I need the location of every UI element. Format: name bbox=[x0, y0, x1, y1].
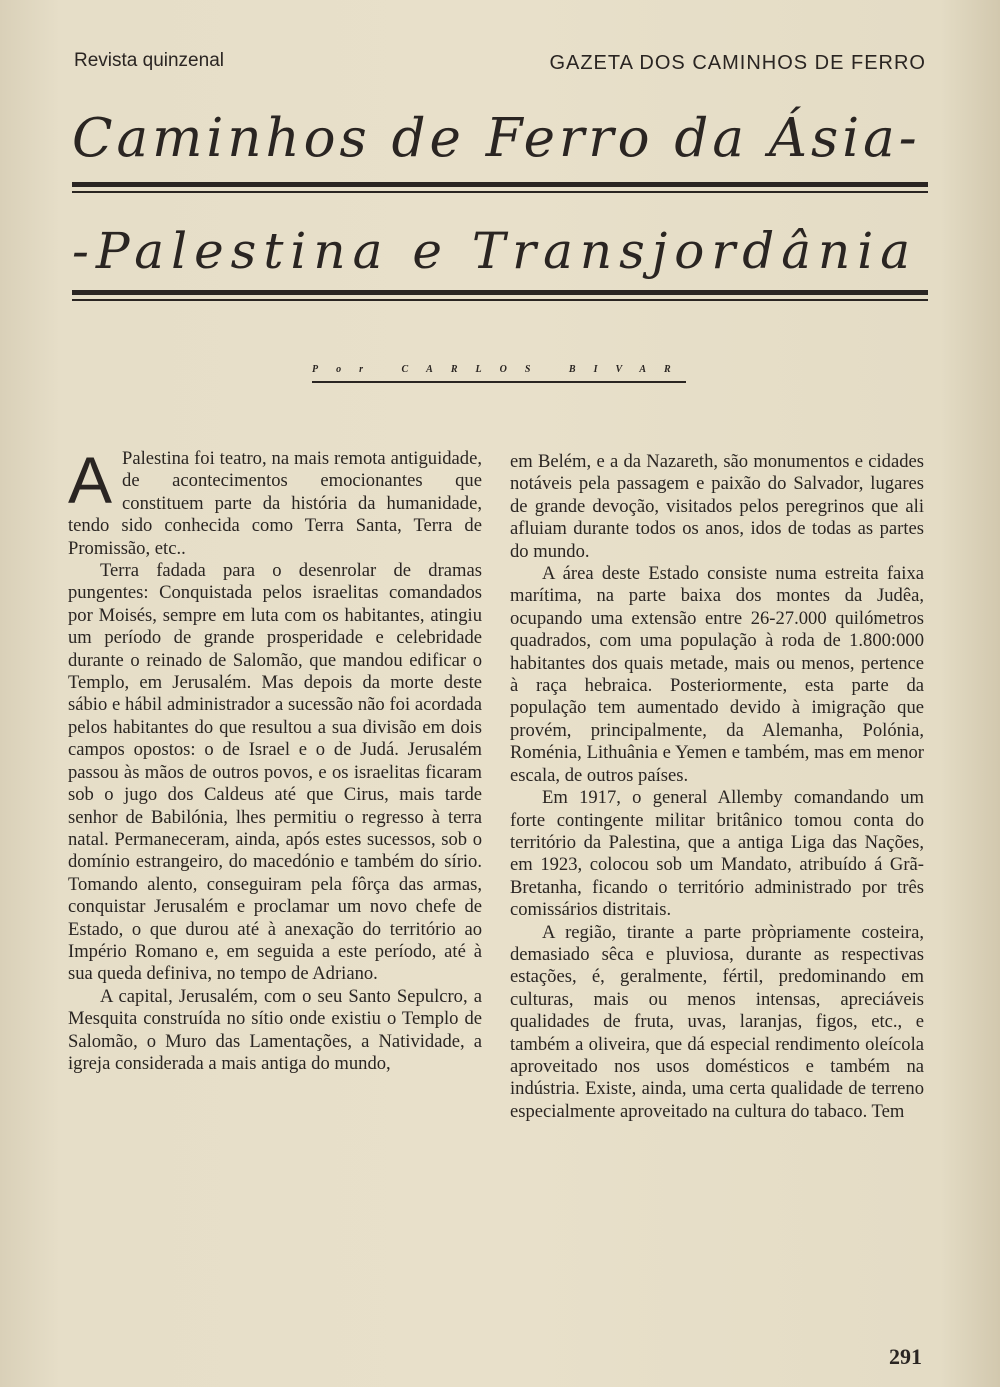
text-column-left bbox=[68, 443, 482, 1075]
paragraph: em Belém, e a da Nazareth, são monumentos e cidades notáveis pela passagem e paixão do Salvador, lugares de grande devoção, visitados pelos peregrinos que ali afluiam durante todos os anos, idos de todas as partes do mundo. bbox=[510, 451, 924, 562]
title-rule-thick bbox=[72, 182, 928, 187]
paragraph: Em 1917, o general Allemby comandando um forte contingente militar britânico tomou conta do território da Palestina, que a antiga Liga das Nações, em 1923, colocou sob um Mandato, atribuído á Grã-Bretanha, ficando o território administrado por três comissários distritais. bbox=[510, 787, 924, 921]
byline-underline bbox=[312, 381, 686, 383]
header-periodicity: Revista quinzenal bbox=[74, 50, 224, 71]
paragraph: A capital, Jerusalém, com o seu Santo Sepulcro, a Mesquita construída no sítio onde existiu o Templo de Salomão, o Muro das Lamentações, a Natividade, a igreja considerada a mais antiga do mundo, bbox=[68, 985, 482, 1074]
drop-cap: A bbox=[68, 443, 113, 517]
page-number: 291 bbox=[889, 1344, 922, 1369]
text-column-right bbox=[510, 451, 924, 1123]
article-title-line-1: Caminhos de Ferro da Ásia- bbox=[72, 108, 921, 169]
header-magazine-name: GAZETA DOS CAMINHOS DE FERRO bbox=[549, 52, 926, 74]
title-rule-thin bbox=[72, 299, 928, 301]
author-byline: Por CARLOS BIVAR bbox=[312, 364, 689, 375]
paragraph bbox=[68, 443, 482, 560]
title-rule-thick bbox=[72, 290, 928, 295]
paragraph: A área deste Estado consiste numa estreita faixa marítima, na parte baixa dos montes da Judêa, ocupando uma extensão entre 26-27.000 quilómetros quadrados, com uma população à roda de 1.800:000 habitantes dos quais metade, mais ou menos, pertence à raça hebraica. Posteriormente, esta parte da população tem aumentado devido à imigração que provém, principalmente, da Alemanha, Polónia, Roménia, Lithuânia e Yemen e também, mas em menor escala, de outros países. bbox=[510, 563, 924, 786]
title-rule-thin bbox=[72, 191, 928, 193]
paragraph: A região, tirante a parte pròpriamente costeira, demasiado sêca e pluviosa, durante as respectivas estações, é, geralmente, fértil, predominando em culturas, mais ou menos intensas, apreciáveis qualidades de fruta, uvas, laranjas, figos, etc., e também a oliveira, que dá especial rendimento oleícola aproveitado nos usos domésticos e também na indústria. Existe, ainda, uma certa qualidade de terreno especialmente aproveitado na cultura do tabaco. Tem bbox=[510, 921, 924, 1122]
article-title-line-2: -Palestina e Transjordânia bbox=[72, 222, 918, 280]
paragraph-text: Palestina foi teatro, na mais remota antiguidade, de acontecimentos emocionantes que constituem parte da história da humanidade, tendo sido conhecida como Terra Santa, Terra de Promissão, etc.. bbox=[68, 448, 482, 559]
paragraph: Terra fadada para o desenrolar de dramas pungentes: Conquistada pelos israelitas comandados por Moisés, sempre em luta com os habitantes, atingiu um período de grande prosperidade e celebridade durante o reinado de Salomão, que mandou edificar o Templo, em Jerusalém. Mas depois da morte deste sábio e hábil administrador a sucessão não foi acordada pelos habitantes do que resultou a sua divisão em dois campos opostos: o de Israel e o de Judá. Jerusalém passou às mãos de outros povos, e os israelitas ficaram sob o jugo dos Caldeus até que Cirus, mais tarde senhor de Babilónia, lhes permitiu o regresso à terra natal. Permaneceram, ainda, após estes sucessos, sob o domínio estrangeiro, do macedónio e também do sírio. Tomando alento, conseguiram pela fôrça das armas, conquistar Jerusalém e proclamar um novo chefe de Estado, o que durou até à anexação do território ao Império Romano e, em seguida a este período, até à sua queda definiva, no tempo de Adriano. bbox=[68, 560, 482, 985]
